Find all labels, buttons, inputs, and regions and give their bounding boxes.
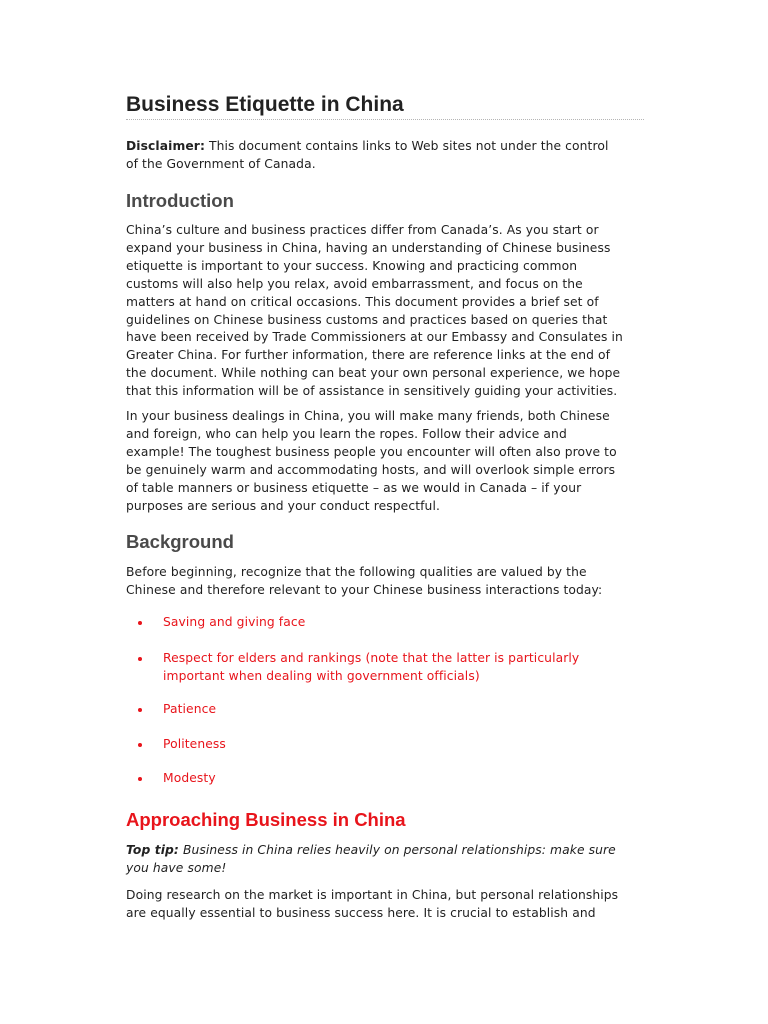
- disclaimer-line-2: of the Government of Canada.: [126, 156, 316, 171]
- bullet-icon: [138, 743, 142, 747]
- bullet-icon: [138, 777, 142, 781]
- document-title: Business Etiquette in China: [126, 93, 404, 116]
- list-item-text[interactable]: [163, 650, 579, 686]
- disclaimer-text: This document contains links to Web sites not under the control: [205, 139, 609, 153]
- paragraph-line: guidelines on Chinese business customs and practices based on queries that: [126, 312, 608, 327]
- bullet-icon: [138, 657, 142, 661]
- paragraph-line: matters at hand on critical occasions. This document provides a brief set of: [126, 294, 599, 309]
- title-divider: [126, 119, 644, 120]
- paragraph-line: that this information will be of assistance in sensitively guiding your activities.: [126, 384, 618, 399]
- paragraph-line: In your business dealings in China, you will make many friends, both Chinese: [126, 409, 610, 423]
- introduction-paragraph-2: [126, 408, 644, 515]
- bullet-icon: [138, 621, 142, 625]
- paragraph-line: China’s culture and business practices differ from Canada’s. As you start or: [126, 223, 599, 237]
- paragraph-line: expand your business in China, having an understanding of Chinese business: [126, 240, 611, 255]
- background-paragraph: [126, 564, 644, 600]
- bullet-icon: [138, 708, 142, 712]
- paragraph-line: example! The toughest business people you encounter will often also prove to: [126, 444, 617, 459]
- paragraph-line: Chinese and therefore relevant to your Chinese business interactions today:: [126, 582, 603, 597]
- paragraph-line: the document. While nothing can beat your own personal experience, we hope: [126, 366, 621, 381]
- list-item-line: Patience: [163, 702, 217, 716]
- paragraph-line: of table manners or business etiquette – as we would in Canada – if your: [126, 480, 582, 495]
- list-item-line: Saving and giving face: [163, 615, 306, 629]
- list-item-line: Modesty: [163, 771, 216, 785]
- top-tip-line-2: you have some!: [126, 860, 227, 875]
- introduction-paragraph-1: [126, 222, 644, 401]
- paragraph-line: Before beginning, recognize that the following qualities are valued by the: [126, 565, 587, 579]
- list-item-text[interactable]: [163, 701, 216, 719]
- disclaimer-label: Disclaimer:: [126, 139, 205, 153]
- list-item-line: Politeness: [163, 737, 226, 751]
- paragraph-line: have been received by Trade Commissioners at our Embassy and Consulates in: [126, 330, 623, 345]
- approaching-paragraph: [126, 887, 644, 923]
- top-tip-line-1: [126, 842, 644, 860]
- top-tip-paragraph: [126, 842, 644, 878]
- list-item-line: important when dealing with government officials): [163, 668, 480, 683]
- introduction-heading: Introduction: [126, 190, 234, 211]
- list-item-text[interactable]: [163, 770, 216, 788]
- background-heading: Background: [126, 531, 234, 552]
- disclaimer-paragraph: [126, 138, 644, 174]
- list-item-line: Respect for elders and rankings (note that the latter is particularly: [163, 651, 580, 665]
- top-tip-label: Top tip:: [126, 843, 179, 857]
- paragraph-line: etiquette is important to your success. Knowing and practicing common: [126, 258, 578, 273]
- paragraph-line: be genuinely warm and accommodating hosts, and will overlook simple errors: [126, 462, 616, 477]
- list-item-text[interactable]: [163, 736, 226, 754]
- disclaimer-line-1: [126, 138, 644, 156]
- paragraph-line: Doing research on the market is important in China, but personal relationships: [126, 888, 619, 902]
- paragraph-line: Greater China. For further information, there are reference links at the end of: [126, 348, 611, 363]
- approaching-heading: Approaching Business in China: [126, 809, 406, 830]
- paragraph-line: purposes are serious and your conduct respectful.: [126, 498, 440, 513]
- paragraph-line: and foreign, who can help you learn the ropes. Follow their advice and: [126, 426, 567, 441]
- top-tip-text: Business in China relies heavily on personal relationships: make sure: [178, 843, 616, 857]
- paragraph-line: customs will also help you relax, avoid embarrassment, and focus on the: [126, 276, 583, 291]
- paragraph-line: are equally essential to business success here. It is crucial to establish and: [126, 905, 596, 920]
- list-item-text[interactable]: [163, 614, 305, 632]
